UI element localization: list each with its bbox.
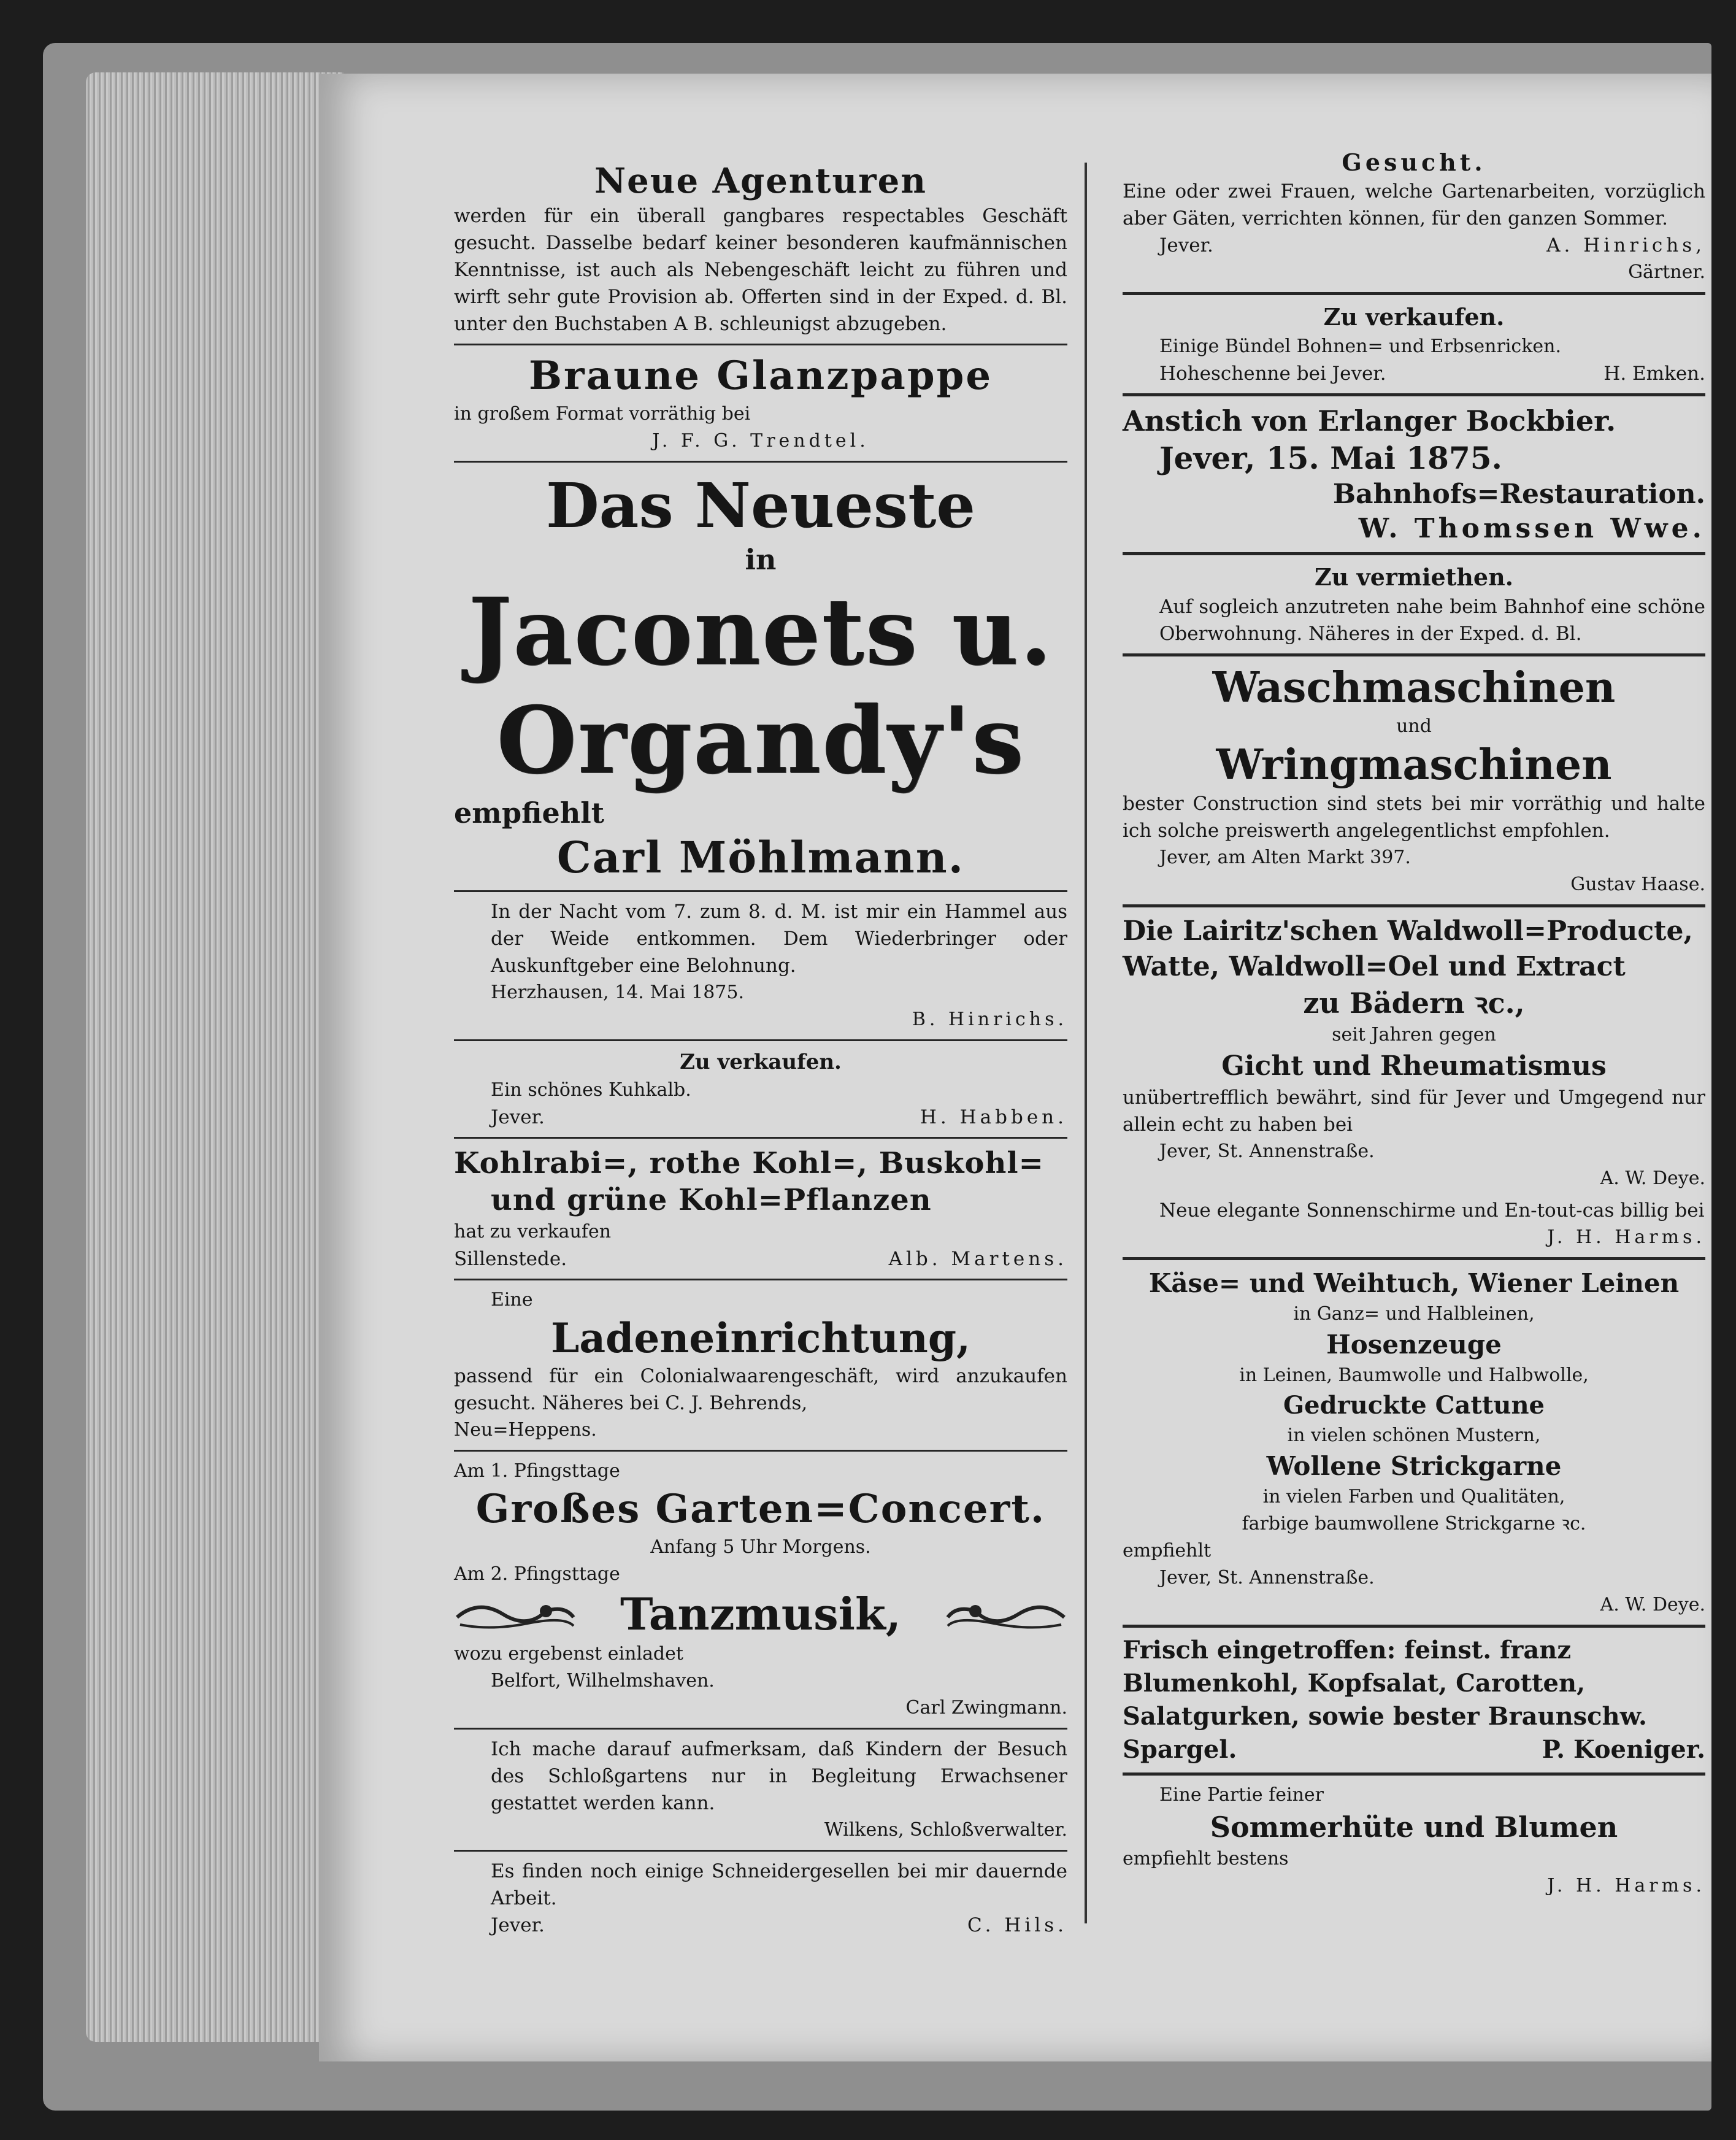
ad-place: Hoheschenne bei Jever.	[1159, 363, 1386, 385]
ad-signature: Carl Zwingmann.	[905, 1697, 1067, 1719]
rule	[1123, 552, 1705, 555]
ad-title: Tanzmusik,	[620, 1588, 901, 1640]
ad-footer	[454, 1912, 1067, 1939]
ad-place: Belfort, Wilhelmshaven.	[491, 1670, 715, 1692]
ad-sommerhuete	[1123, 1782, 1705, 1899]
ad-title: Ladeneinrichtung,	[551, 1314, 970, 1362]
ad-title: Zu vermiethen.	[1315, 563, 1513, 591]
ad-gesucht	[1123, 147, 1705, 286]
ad-hammel	[454, 898, 1067, 1033]
ad-place: Herzhausen, 14. Mai 1875.	[491, 982, 744, 1003]
rule	[454, 1850, 1067, 1852]
ad-text: Frisch eingetroffen: feinst. franz	[1123, 1636, 1572, 1665]
ad-signature: J. H. Harms.	[1547, 1226, 1705, 1248]
left-column	[454, 80, 1067, 1939]
ad-footer	[454, 1245, 1067, 1272]
ad-signature: J. H. Harms.	[1547, 1875, 1705, 1896]
rule	[454, 344, 1067, 345]
right-column	[1123, 80, 1705, 1899]
ad-footer	[1123, 232, 1705, 259]
rule	[1123, 1772, 1705, 1776]
ad-title: Waschmaschinen	[1212, 663, 1616, 712]
ad-title: Großes Garten=Concert.	[475, 1486, 1046, 1532]
ad-title-large: Jaconets u.	[468, 578, 1053, 686]
ad-footer	[454, 1104, 1067, 1131]
ad-body: Ich mache darauf aufmerksam, daß Kindern der Besuch des Schloßgartens nur in Begleitung Erwachsener gestattet werden kann.	[491, 1738, 1067, 1814]
ad-text: in Leinen, Baumwolle und Halbwolle,	[1239, 1364, 1589, 1386]
ad-title: zu Bädern ꝛc.,	[1303, 987, 1525, 1020]
ad-signature: A. W. Deye.	[1600, 1594, 1705, 1615]
ad-signature: H. Emken.	[1603, 363, 1705, 385]
ad-text: empfiehlt	[1123, 1540, 1212, 1561]
ad-laden	[454, 1287, 1067, 1444]
ad-text: Eine Partie feiner	[1159, 1784, 1324, 1806]
ad-schneider	[454, 1858, 1067, 1939]
ad-body: unübertrefflich bewährt, sind für Jever und Umgegend nur allein echt zu haben bei	[1123, 1087, 1705, 1136]
flourish-left-icon	[454, 1593, 577, 1636]
rule	[454, 1279, 1067, 1280]
ad-title: Gedruckte Cattune	[1283, 1391, 1545, 1420]
rule	[454, 461, 1067, 463]
ad-body: passend für ein Colonialwaarengeschäft, wird anzukaufen gesucht. Näheres bei C. J. Behrends,	[454, 1365, 1067, 1414]
ad-signature: A. Hinrichs,	[1546, 234, 1705, 256]
ad-body: wozu ergebenst einladet	[454, 1643, 683, 1665]
ad-title: Hosenzeuge	[1326, 1330, 1502, 1360]
ad-text: in Ganz= und Halbleinen,	[1293, 1303, 1535, 1325]
ad-text: empfiehlt	[454, 796, 604, 829]
ad-body: In der Nacht vom 7. zum 8. d. M. ist mir ein Hammel aus der Weide entkommen. Dem Wiederbringer oder Auskunftgeber eine Belohnung.	[491, 901, 1067, 977]
ad-bockbier	[1123, 402, 1705, 546]
rule	[454, 1039, 1067, 1041]
ad-body: hat zu verkaufen	[454, 1221, 612, 1242]
ad-text: Am 2. Pfingsttage	[454, 1563, 620, 1585]
ad-title: Käse= und Weihtuch, Wiener Leinen	[1148, 1268, 1680, 1298]
ad-place: Sillenstede.	[454, 1248, 567, 1270]
ad-signature: B. Hinrichs.	[912, 1009, 1067, 1030]
ad-title: Neue Agenturen	[594, 161, 928, 201]
page-edges	[86, 72, 344, 2042]
ad-body: empfiehlt bestens	[1123, 1848, 1289, 1869]
ad-title: und grüne Kohl=Pflanzen	[491, 1183, 932, 1217]
ad-body: Es finden noch einige Schneidergesellen bei mir dauernde Arbeit.	[491, 1860, 1067, 1909]
ad-text: in vielen Farben und Qualitäten,	[1262, 1486, 1565, 1507]
ad-text: Am 1. Pfingsttage	[454, 1460, 620, 1482]
ad-text: Blumenkohl, Kopfsalat, Carotten,	[1123, 1669, 1586, 1698]
ad-sonnenschirme	[1123, 1197, 1705, 1251]
tanzmusik-line	[454, 1588, 1067, 1641]
ad-place: Jever.	[491, 1106, 545, 1128]
ad-signature: Bahnhofs=Restauration.	[1332, 479, 1705, 510]
ad-waschmaschinen	[1123, 663, 1705, 898]
ad-signature: A. W. Deye.	[1600, 1168, 1705, 1189]
ad-place: Jever.	[1159, 234, 1213, 256]
ad-title: Die Lairitz'schen Waldwoll=Producte,	[1123, 915, 1693, 947]
ad-title: Zu verkaufen.	[680, 1050, 842, 1074]
ad-place: Neu=Heppens.	[454, 1419, 597, 1441]
ad-bohnen	[1123, 301, 1705, 387]
rule	[1123, 1257, 1705, 1260]
ad-body: werden für ein überall gangbares respectables Geschäft gesucht. Dasselbe bedarf keiner besonderen kaufmännischen Kenntnisse, ist auch als Nebengeschäft leicht zu führen und wirft sehr gute Provision ab. Offerten sind in der Exped. d. Bl. unter den Buchstaben A B. schleunigst abzugeben.	[454, 205, 1067, 335]
ad-lairitz	[1123, 914, 1705, 1192]
ad-title: Zu verkaufen.	[1323, 303, 1505, 331]
ad-place: Jever.	[491, 1914, 545, 1936]
ad-tuch	[1123, 1266, 1705, 1618]
ad-kuhkalb	[454, 1047, 1067, 1131]
ad-title: Braune Glanzpappe	[528, 353, 993, 399]
rule	[1123, 904, 1705, 907]
ad-kohl	[454, 1145, 1067, 1272]
rule	[454, 890, 1067, 892]
ad-text: Anfang 5 Uhr Morgens.	[650, 1536, 871, 1558]
ad-concert	[454, 1458, 1067, 1722]
rule	[1123, 653, 1705, 656]
ad-text: farbige baumwollene Strickgarne ꝛc.	[1242, 1513, 1586, 1534]
ad-title: Wollene Strickgarne	[1266, 1451, 1562, 1481]
ad-title-large: Organdy's	[496, 687, 1025, 795]
ad-body: Neue elegante Sonnenschirme und En-tout-cas billig bei	[1159, 1199, 1705, 1222]
ad-signature: J. F. G. Trendtel.	[652, 430, 869, 452]
ad-signature: H. Habben.	[920, 1106, 1067, 1128]
ad-signature-title: Gärtner.	[1628, 261, 1705, 283]
rule	[454, 1450, 1067, 1452]
ad-body: Ein schönes Kuhkalb.	[491, 1079, 691, 1101]
ad-signature: C. Hils.	[967, 1914, 1067, 1936]
ad-title: Kohlrabi=, rothe Kohl=, Buskohl=	[454, 1146, 1044, 1180]
column-divider	[1085, 163, 1087, 1923]
ad-footer	[1123, 1733, 1705, 1766]
ad-neueste	[454, 469, 1067, 884]
flourish-right-icon	[945, 1593, 1067, 1636]
rule	[1123, 393, 1705, 396]
rule	[454, 1137, 1067, 1139]
ad-neue-agenturen	[454, 160, 1067, 337]
ad-title: Anstich von Erlanger Bockbier.	[1123, 404, 1616, 437]
ad-schloss	[454, 1736, 1067, 1844]
ad-glanzpappe	[454, 352, 1067, 455]
ad-vermiethen	[1123, 561, 1705, 647]
ad-signature: Alb. Martens.	[888, 1248, 1067, 1270]
ad-text: seit Jahren gegen	[1332, 1024, 1496, 1045]
ad-footer	[1123, 360, 1705, 387]
ad-frisch	[1123, 1634, 1705, 1766]
ad-text: in vielen schönen Mustern,	[1287, 1425, 1541, 1446]
ad-signature: W. Thomssen Wwe.	[1358, 513, 1705, 544]
ad-signature: Gustav Haase.	[1570, 874, 1705, 895]
ad-title: Das Neueste	[545, 469, 976, 542]
ad-body: Auf sogleich anzutreten nahe beim Bahnhof eine schöne Oberwohnung. Näheres in der Exped. d. Bl.	[1159, 596, 1705, 645]
ad-body: bester Construction sind stets bei mir vorräthig und halte ich solche preiswerth angelegentlichst empfohlen.	[1123, 793, 1705, 842]
ad-body: Einige Bündel Bohnen= und Erbsenricken.	[1159, 336, 1562, 357]
ad-text: Spargel.	[1123, 1735, 1237, 1764]
ad-signature: Carl Möhlmann.	[556, 832, 965, 883]
ad-date: Jever, 15. Mai 1875.	[1159, 440, 1502, 476]
ad-body: Eine oder zwei Frauen, welche Gartenarbeiten, vorzüglich aber Gäten, verrichten können, für den ganzen Sommer.	[1123, 180, 1705, 229]
ad-signature: Wilkens, Schloßverwalter.	[824, 1819, 1067, 1841]
rule	[1123, 292, 1705, 295]
ad-text: in	[745, 543, 777, 576]
ad-text: Eine	[491, 1289, 533, 1311]
rule	[1123, 1625, 1705, 1628]
ad-title: Gicht und Rheumatismus	[1221, 1050, 1607, 1082]
ad-title: Sommerhüte und Blumen	[1210, 1811, 1618, 1844]
ad-signature: P. Koeniger.	[1542, 1735, 1705, 1764]
ad-text: Salatgurken, sowie bester Braunschw.	[1123, 1702, 1647, 1731]
ad-title: Gesucht.	[1342, 148, 1486, 176]
ad-place: Jever, am Alten Markt 397.	[1159, 847, 1411, 868]
ad-title: Wringmaschinen	[1216, 741, 1612, 790]
rule	[454, 1728, 1067, 1730]
ad-place: Jever, St. Annenstraße.	[1159, 1141, 1375, 1162]
ad-place: Jever, St. Annenstraße.	[1159, 1567, 1375, 1588]
ad-body: in großem Format vorräthig bei	[454, 403, 751, 425]
ad-title: Watte, Waldwoll=Oel und Extract	[1123, 951, 1626, 982]
ad-text: und	[1396, 715, 1432, 737]
